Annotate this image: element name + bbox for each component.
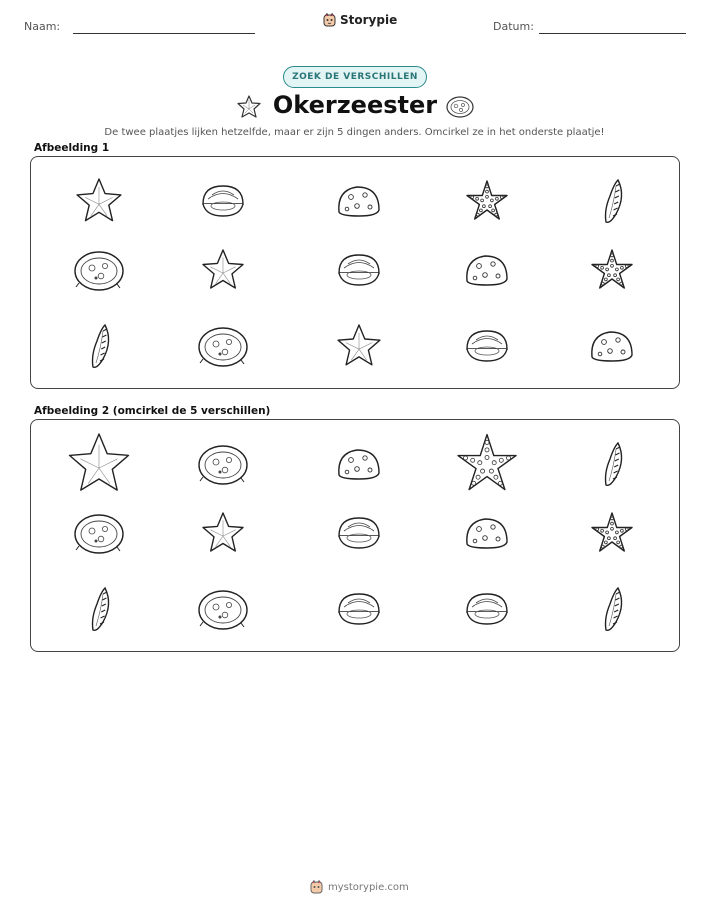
sea-cucumber-icon[interactable] xyxy=(580,578,644,642)
clam-icon[interactable] xyxy=(327,578,391,642)
name-line[interactable] xyxy=(73,33,255,34)
starfish-dotted-icon[interactable] xyxy=(580,502,644,566)
starfish-dotted-icon xyxy=(580,239,644,303)
starfish-icon[interactable] xyxy=(67,433,131,497)
sea-cucumber-icon[interactable] xyxy=(67,578,131,642)
sponge-icon[interactable] xyxy=(455,502,519,566)
starfish-dotted-icon xyxy=(455,170,519,234)
sponge-icon xyxy=(455,239,519,303)
clam-icon xyxy=(455,315,519,379)
picture2-panel[interactable] xyxy=(30,419,680,652)
sponge-icon xyxy=(580,315,644,379)
clam-icon xyxy=(327,239,391,303)
clam-icon xyxy=(191,170,255,234)
activity-badge: ZOEK DE VERSCHILLEN xyxy=(283,66,427,88)
starfish-dotted-icon[interactable] xyxy=(455,433,519,497)
storypie-mascot-icon xyxy=(310,880,323,894)
coral-icon[interactable] xyxy=(191,433,255,497)
sea-cucumber-icon xyxy=(580,170,644,234)
brand-logo xyxy=(323,13,397,27)
starfish-icon xyxy=(191,239,255,303)
sea-cucumber-icon[interactable] xyxy=(580,433,644,497)
instructions-text: De twee plaatjes lijken hetzelfde, maar er zijn 5 dingen anders. Omcirkel ze in het onderste plaatje! xyxy=(104,127,605,138)
coral-icon xyxy=(67,239,131,303)
date-line[interactable] xyxy=(539,33,686,34)
coral-icon[interactable] xyxy=(67,502,131,566)
picture1-label: Afbeelding 1 xyxy=(34,142,110,154)
page-title: Okerzeester xyxy=(272,91,438,119)
coral-icon xyxy=(446,95,474,119)
brand-name: Storypie xyxy=(340,13,398,27)
coral-icon[interactable] xyxy=(191,578,255,642)
clam-icon[interactable] xyxy=(455,578,519,642)
name-label: Naam: xyxy=(24,20,61,33)
sponge-icon xyxy=(327,170,391,234)
starfish-icon[interactable] xyxy=(191,502,255,566)
footer-url[interactable]: mystorypie.com xyxy=(328,881,409,893)
storypie-mascot-icon xyxy=(323,13,336,27)
picture2-label: Afbeelding 2 (omcirkel de 5 verschillen) xyxy=(34,405,271,417)
date-label: Datum: xyxy=(493,20,534,33)
picture1-panel xyxy=(30,156,680,389)
footer xyxy=(310,880,409,894)
sponge-icon[interactable] xyxy=(327,433,391,497)
sea-cucumber-icon xyxy=(67,315,131,379)
coral-icon xyxy=(191,315,255,379)
clam-icon[interactable] xyxy=(327,502,391,566)
starfish-icon xyxy=(327,315,391,379)
starfish-icon xyxy=(67,170,131,234)
